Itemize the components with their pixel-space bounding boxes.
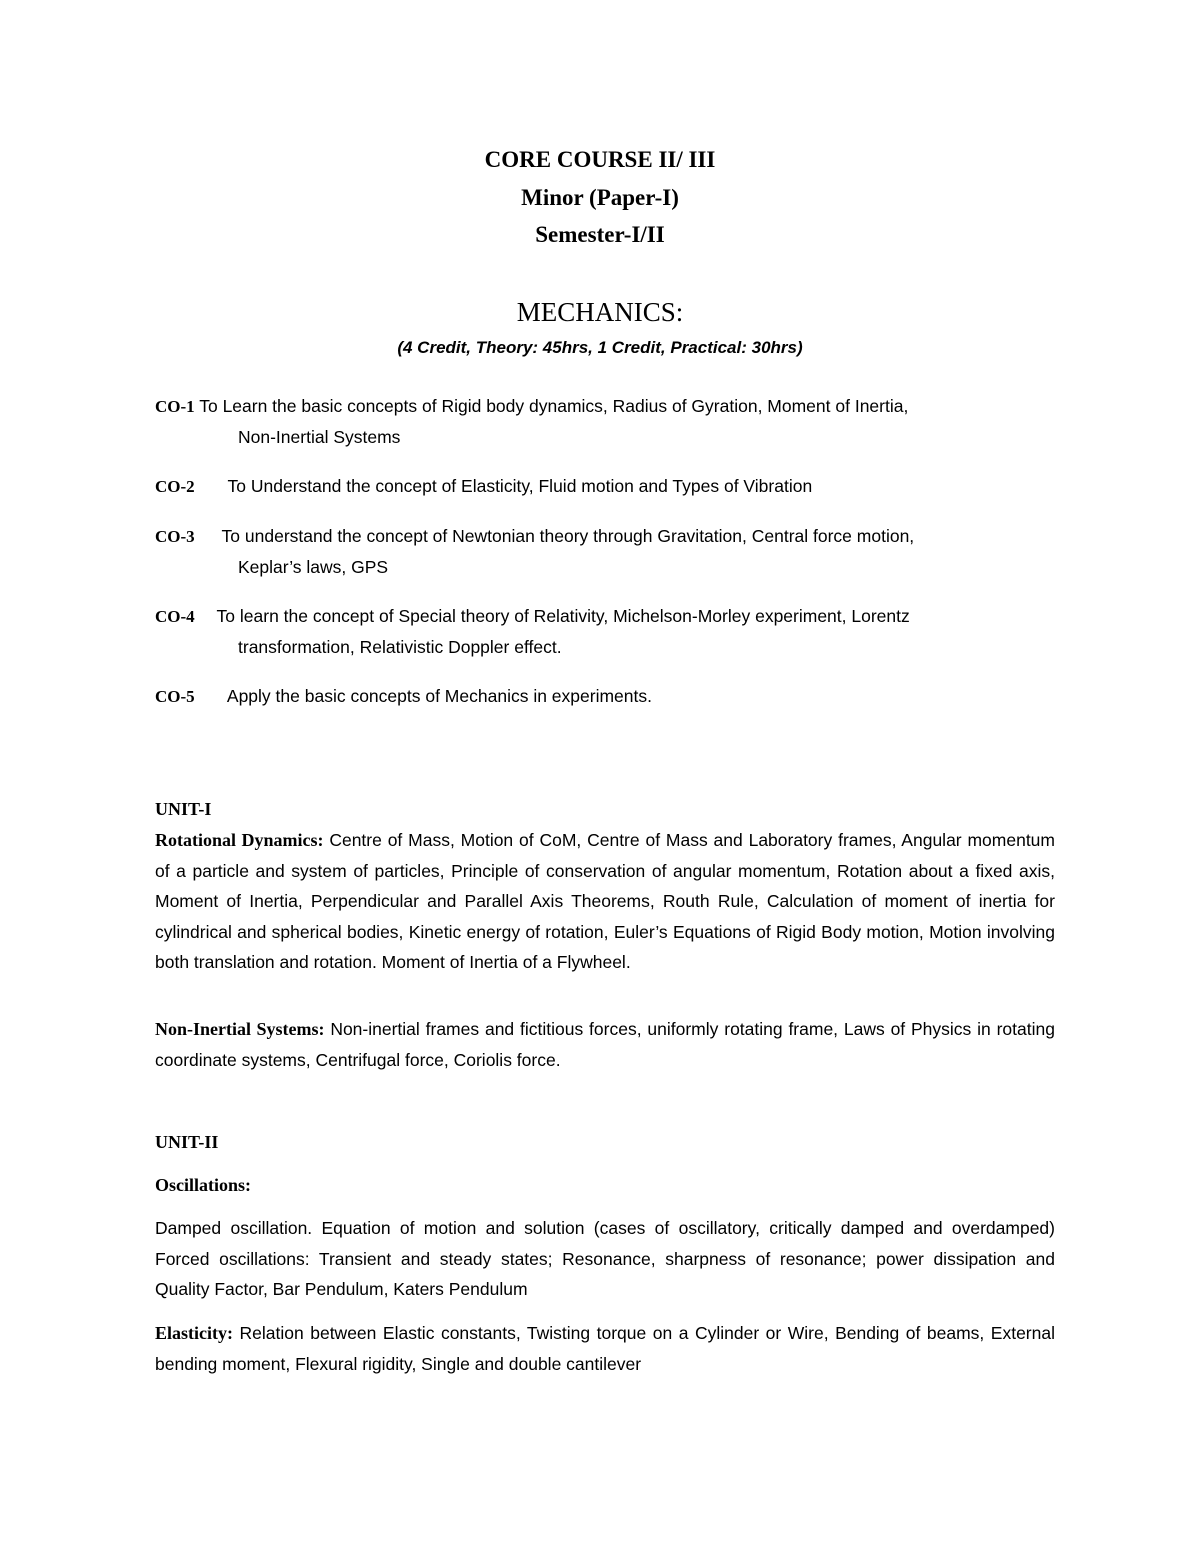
outcome-text-continued: transformation, Relativistic Doppler effect. (238, 637, 562, 657)
outcome-text: To Learn the basic concepts of Rigid body dynamics, Radius of Gyration, Moment of Inertia, (199, 396, 909, 416)
rotational-dynamics-lead: Rotational Dynamics: (155, 830, 324, 850)
course-title: MECHANICS: (516, 297, 684, 327)
outcome-co-2 (155, 471, 1055, 502)
outcome-co-5 (155, 681, 1055, 712)
course-line: CORE COURSE II/ III (484, 147, 716, 172)
paper-line: Minor (Paper-I) (521, 185, 679, 210)
outcome-text: Apply the basic concepts of Mechanics in experiments. (226, 686, 652, 706)
outcome-co-4 (155, 601, 1055, 662)
outcome-label: CO-2 (155, 477, 195, 496)
outcome-co-3 (155, 521, 1055, 582)
oscillations-heading: Oscillations: (155, 1175, 252, 1195)
outcome-text: To understand the concept of Newtonian theory through Gravitation, Central force motion, (221, 526, 915, 546)
non-inertial-lead: Non-Inertial Systems: (155, 1019, 325, 1039)
semester-line: Semester-I/II (535, 222, 665, 247)
outcome-label: CO-4 (155, 607, 195, 626)
elasticity-paragraph (155, 1318, 1055, 1379)
outcome-label: CO-3 (155, 527, 195, 546)
elasticity-text: Relation between Elastic constants, Twisting torque on a Cylinder or Wire, Bending of beams, External bending moment, Flexural rigidity, Single and double cantilever (155, 1323, 1055, 1374)
credits-line: (4 Credit, Theory: 45hrs, 1 Credit, Practical: 30hrs) (397, 338, 803, 357)
outcome-text: To Understand the concept of Elasticity, Fluid motion and Types of Vibration (227, 476, 813, 496)
oscillations-paragraph (155, 1213, 1055, 1305)
outcome-text-continued: Non-Inertial Systems (238, 427, 401, 447)
unit-1-heading: UNIT-I (155, 799, 212, 819)
outcome-co-1 (155, 391, 1055, 452)
rotational-dynamics-text: Centre of Mass, Motion of CoM, Centre of Mass and Laboratory frames, Angular momentum of a particle and system of particles, Principle of conservation of angular momentum, Rotation about a fixed axis, Moment of Inertia, Perpendicular and Parallel Axis Theorems, Routh Rule, Calculation of moment of inertia for cylindrical and spherical bodies, Kinetic energy of rotation, Euler’s Equations of Rigid Body motion, Motion involving both translation and rotation. Moment of Inertia of a Flywheel. (155, 830, 1055, 972)
outcome-text-continued: Keplar’s laws, GPS (238, 557, 389, 577)
unit-2-heading: UNIT-II (155, 1132, 219, 1152)
non-inertial-paragraph (155, 1014, 1055, 1075)
oscillations-text: Damped oscillation. Equation of motion and solution (cases of oscillatory, critically damped and overdamped) Forced oscillations: Transient and steady states; Resonance, sharpness of resonance; power dissipation and Quality Factor, Bar Pendulum, Katers Pendulum (155, 1218, 1055, 1299)
outcome-text: To learn the concept of Special theory of Relativity, Michelson-Morley experiment, Lorentz (216, 606, 910, 626)
rotational-dynamics-paragraph (155, 825, 1055, 978)
outcome-label: CO-5 (155, 687, 195, 706)
outcome-label: CO-1 (155, 397, 195, 416)
elasticity-lead: Elasticity: (155, 1323, 233, 1343)
non-inertial-text: Non-inertial frames and fictitious forces, uniformly rotating frame, Laws of Physics in rotating coordinate systems, Centrifugal force, Coriolis force. (155, 1019, 1055, 1070)
